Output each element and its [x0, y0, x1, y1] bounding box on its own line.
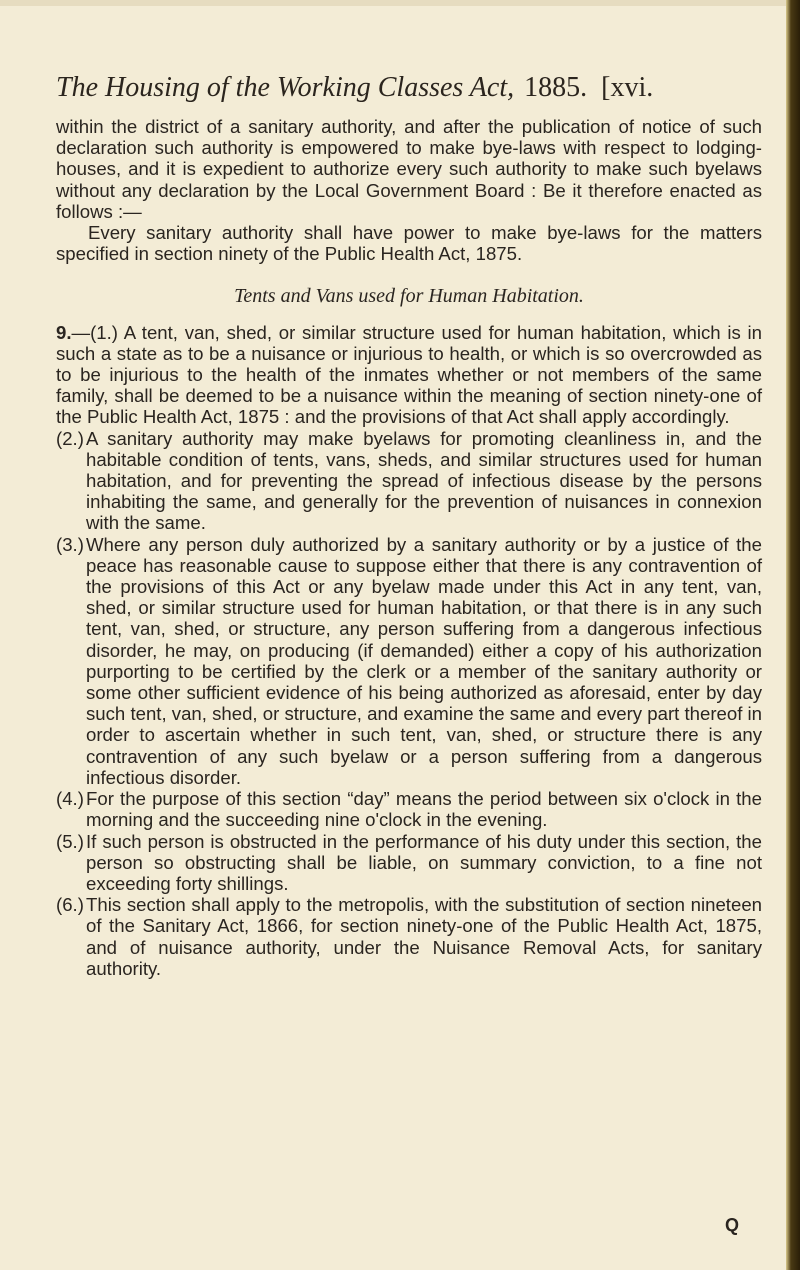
intro-paragraph: within the district of a sanitary authority, and after the publication of notice of such declaration such authority is empowered to make bye-laws with respect to lodging-houses, and it is expedient to authorize every such authority to make such byelaws without any declaration by the Local Government Board : Be it therefore enacted as follows :—: [56, 116, 762, 222]
book-binding-edge: [786, 0, 800, 1270]
subsection-text: For the purpose of this section “day” means the period between six o'clock in the morning and the succeeding nine o'clock in the evening.: [86, 788, 762, 831]
subsection-4: [56, 788, 762, 830]
subsection-text: This section shall apply to the metropolis, with the substitution of section nineteen of the Sanitary Act, 1866, for section ninety-one of the Public Health Act, 1875, and of nuisance authority, under the Nuisance Removal Acts, for sanitary authority.: [86, 894, 762, 979]
subsection-number: (6.): [56, 894, 84, 916]
subsection-3: [56, 534, 762, 788]
subsection-number: (4.): [56, 788, 84, 810]
subsection-5: [56, 831, 762, 895]
page-body: [56, 116, 762, 979]
subsection-1-text: —(1.) A tent, van, shed, or similar structure used for human habitation, which is in such a state as to be a nuisance or injurious to health, or which is so overcrowded as to be injurious to the health of the inmates whether or not members of the same family, shall be deemed to be a nuisance within the meaning of section ninety-one of the Public Health Act, 1875 : and the provisions of that Act shall apply accordingly.: [56, 321, 762, 428]
subsection-number: (5.): [56, 830, 84, 852]
header-year: 1885.: [524, 72, 588, 103]
section-heading: Tents and Vans used for Human Habitation.: [234, 285, 584, 308]
section-number: 9.: [56, 321, 72, 343]
section-9-subsection-1: [56, 322, 762, 428]
header-section-marker: [xvi.: [601, 72, 654, 103]
subsection-text: Where any person duly authorized by a sanitary authority or by a justice of the peace has reasonable cause to suppose either that there is any contravention of the provisions of this Act or any byelaw made under this Act in any tent, van, shed, or similar structure used for human habitation, or that there is in any such tent, van, shed, or structure, any person suffering from a dangerous infectious disorder, he may, on producing (if demanded) either a copy of his authorization purporting to be certified by the clerk or a member of the sanitary authority or some other sufficient evidence of his being authorized as aforesaid, enter by day such tent, van, shed, or structure, and examine the same and every part thereof in order to ascertain whether in such tent, van, shed, or structure there is any contravention of any such byelaw or a person suffering from a dangerous infectious disorder.: [86, 533, 762, 788]
header-title: The Housing of the Working Classes Act,: [56, 72, 515, 103]
subsection-6: [56, 894, 762, 979]
subsection-2: [56, 428, 762, 534]
subsection-number: (2.): [56, 427, 84, 449]
signature-mark: Q: [725, 1215, 740, 1235]
subsection-text: If such person is obstructed in the performance of his duty under this section, the person so obstructing shall be liable, on summary conviction, to a fine not exceeding forty shillings.: [86, 830, 762, 894]
subsection-text: A sanitary authority may make byelaws for promoting cleanliness in, and the habitable condition of tents, vans, sheds, and similar structures used for human habitation, and for preventing the spread of infectious disease by the persons inhabiting the same, and generally for the prevention of nuisances in connexion with the same.: [86, 427, 762, 534]
page-top-edge: [0, 0, 800, 6]
running-header: [56, 72, 756, 104]
enactment-paragraph: Every sanitary authority shall have power to make bye-laws for the matters specified in section ninety of the Public Health Act, 1875.: [56, 222, 762, 265]
subsection-number: (3.): [56, 533, 84, 555]
